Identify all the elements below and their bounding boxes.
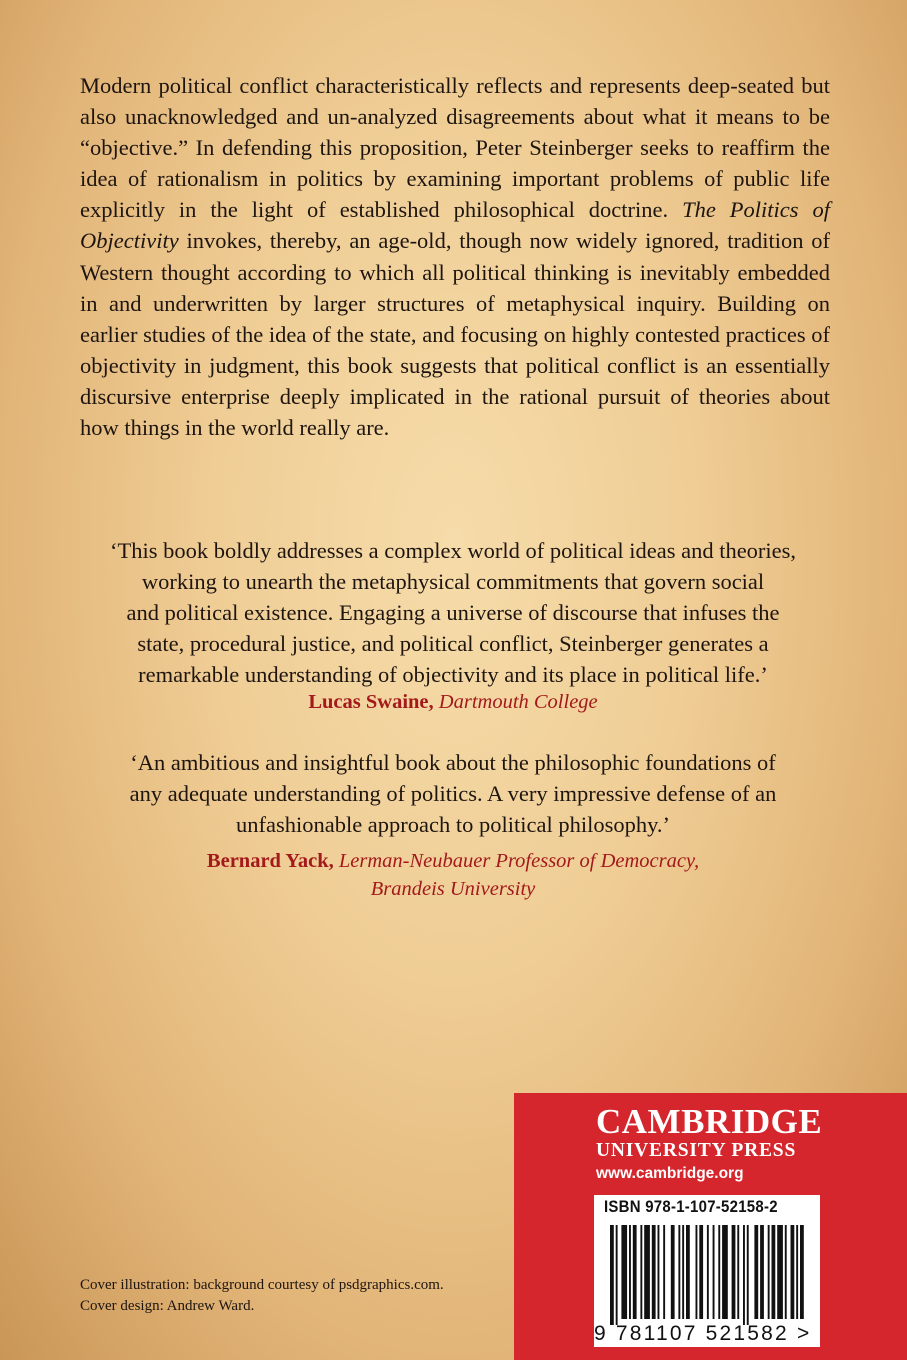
- endorser-name: Bernard Yack,: [206, 850, 334, 872]
- barcode-bar: [713, 1225, 715, 1319]
- barcode-bar: [785, 1225, 787, 1319]
- barcode-bar: [791, 1225, 795, 1319]
- barcode-bar: [768, 1225, 770, 1319]
- barcode-bar: [610, 1225, 614, 1325]
- publisher-name: CAMBRIDGE: [596, 1102, 823, 1141]
- endorsement-quote-1: [70, 535, 836, 690]
- barcode-bar: [772, 1225, 776, 1319]
- barcode-bar: [707, 1225, 709, 1319]
- endorser-affiliation: Brandeis University: [370, 878, 536, 900]
- cover-credits: [80, 1275, 444, 1317]
- publisher-url: www.cambridge.org: [596, 1165, 744, 1182]
- endorser-affiliation: Lerman-Neubauer Professor of Democracy,: [338, 850, 700, 872]
- barcode-bar: [796, 1225, 798, 1319]
- barcode-bar: [737, 1225, 739, 1319]
- barcode-bar: [678, 1225, 680, 1319]
- quote-line: ‘This book boldly addresses a complex world of political ideas and theories,: [109, 538, 797, 563]
- quote-line: and political existence. Engaging a universe of discourse that infuses the: [126, 600, 780, 626]
- quote-line: ‘An ambitious and insightful book about the philosophic foundations of: [130, 750, 776, 775]
- barcode-bar: [652, 1225, 656, 1319]
- barcode-bar: [722, 1225, 728, 1319]
- book-title: The Politics of Objectivity: [80, 197, 830, 254]
- endorsement-quote-2: [70, 747, 836, 840]
- barcode-bar: [663, 1225, 665, 1319]
- barcode-bar: [644, 1225, 650, 1319]
- barcode-bar: [777, 1225, 783, 1319]
- barcode-bar: [629, 1225, 631, 1319]
- blurb-text-part2: invokes, thereby, an age-old, though now widely ignored, tradition of Western thought according to which all political thinking is inevitably embedded in and underwritten by larger structures of metaphysical inquiry. Building on earlier studies of the idea of the state, and focusing on highly contested practices of objectivity in judgment, this book suggests that political conflict is an essentially discursive enterprise deeply implicated in the rational pursuit of theories about how things in the world really are.: [80, 228, 830, 441]
- barcode-bar: [671, 1225, 675, 1319]
- design-credit: Cover design: Andrew Ward.: [80, 1298, 255, 1314]
- quote-line: unfashionable approach to political philosophy.’: [235, 812, 671, 838]
- barcode-bar: [621, 1225, 627, 1319]
- quote-line: remarkable understanding of objectivity and its place in political life.’: [138, 662, 768, 688]
- quote-line: any adequate understanding of politics. A very impressive defense of an: [129, 781, 777, 807]
- barcode-bar: [658, 1225, 660, 1319]
- barcode-bar: [696, 1225, 698, 1319]
- barcode-bar: [760, 1225, 764, 1319]
- barcode-bar: [800, 1225, 804, 1319]
- quote-line: state, procedural justice, and political conflict, Steinberger generates a: [137, 631, 769, 657]
- publisher-subname: UNIVERSITY PRESS: [596, 1140, 797, 1161]
- barcode-bar: [616, 1225, 618, 1325]
- barcode-bar: [743, 1225, 745, 1325]
- barcode-bar: [686, 1225, 690, 1319]
- back-cover-blurb: [80, 70, 830, 443]
- barcode-bar: [732, 1225, 736, 1319]
- barcode-bar: [747, 1225, 749, 1325]
- barcode-bar: [754, 1225, 758, 1319]
- barcode-panel: [594, 1195, 820, 1347]
- quote-line: working to unearth the metaphysical commitments that govern social: [141, 569, 765, 595]
- endorsement-attribution-2: [60, 847, 846, 903]
- blurb-text-part1: Modern political conflict characteristically reflects and represents deep-seated but also unacknowledged and un-analyzed disagreements about what it means to be “objective.” In defending this proposition, Peter Steinberger seeks to reaffirm the idea of rationalism in politics by examining important problems of public life explicitly in the light of established philosophical doctrine.: [80, 73, 830, 223]
- barcode-bar: [699, 1225, 703, 1319]
- endorser-name: Lucas Swaine,: [308, 691, 434, 713]
- publisher-block: [514, 1093, 907, 1360]
- endorser-affiliation: Dartmouth College: [438, 691, 598, 713]
- endorsement-attribution-1: [60, 688, 846, 716]
- isbn-label: ISBN 978-1-107-52158-2: [604, 1197, 778, 1216]
- barcode-bar: [682, 1225, 684, 1319]
- illustration-credit: Cover illustration: background courtesy of psdgraphics.com.: [80, 1277, 444, 1293]
- barcode-bar: [718, 1225, 720, 1319]
- barcode-digits: 9 781107 521582 >: [594, 1322, 812, 1345]
- barcode-bar: [640, 1225, 642, 1319]
- barcode-bar: [633, 1225, 637, 1319]
